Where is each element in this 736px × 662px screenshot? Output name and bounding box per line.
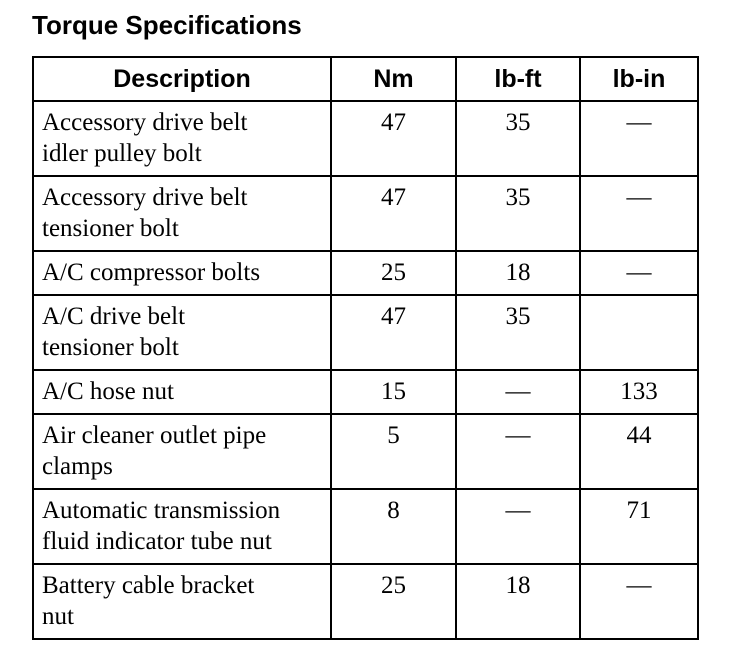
table-row [33,295,698,370]
header-lbin: lb-in [580,57,698,101]
table-row [33,176,698,251]
cell-nm: 47 [331,101,456,176]
cell-lbft: 35 [456,295,580,370]
cell-lbft: — [456,414,580,489]
table-row [33,370,698,414]
description-line: fluid indicator tube nut [42,528,272,555]
header-lbft: lb-ft [456,57,580,101]
cell-description [33,489,331,564]
header-description: Description [33,57,331,101]
cell-description [33,251,331,295]
cell-lbft: — [456,489,580,564]
description-line: idler pulley bolt [42,140,202,167]
description-line: Air cleaner outlet pipe [42,422,267,449]
cell-lbin: 71 [580,489,698,564]
cell-description [33,176,331,251]
cell-nm: 25 [331,251,456,295]
cell-nm: 47 [331,176,456,251]
cell-nm: 25 [331,564,456,639]
description-line: tensioner bolt [42,215,179,242]
cell-nm: 8 [331,489,456,564]
page-title: Torque Specifications [32,10,302,40]
cell-lbin: — [580,564,698,639]
table-row [33,489,698,564]
description-line: Automatic transmission [42,497,281,524]
description-line: A/C compressor bolts [42,259,261,286]
cell-lbft: 18 [456,564,580,639]
cell-lbft: 35 [456,176,580,251]
cell-lbft: — [456,370,580,414]
cell-lbft: 18 [456,251,580,295]
cell-lbin: — [580,176,698,251]
description-line: Accessory drive belt [42,184,248,211]
cell-lbin [580,295,698,370]
description-line: nut [42,603,74,630]
cell-description [33,295,331,370]
cell-nm: 15 [331,370,456,414]
torque-spec-table [32,56,699,640]
description-line: A/C hose nut [42,378,174,405]
table-row [33,251,698,295]
table-row [33,564,698,639]
cell-nm: 47 [331,295,456,370]
cell-description [33,414,331,489]
cell-lbin: — [580,251,698,295]
cell-lbft: 35 [456,101,580,176]
cell-nm: 5 [331,414,456,489]
cell-lbin: 44 [580,414,698,489]
cell-description [33,564,331,639]
cell-description [33,370,331,414]
table-row [33,101,698,176]
description-line: Battery cable bracket [42,572,255,599]
table-row [33,414,698,489]
description-line: clamps [42,453,113,480]
table-header-row [33,57,698,101]
header-nm: Nm [331,57,456,101]
description-line: Accessory drive belt [42,109,248,136]
description-line: tensioner bolt [42,334,179,361]
cell-description [33,101,331,176]
cell-lbin: 133 [580,370,698,414]
cell-lbin: — [580,101,698,176]
description-line: A/C drive belt [42,303,186,330]
